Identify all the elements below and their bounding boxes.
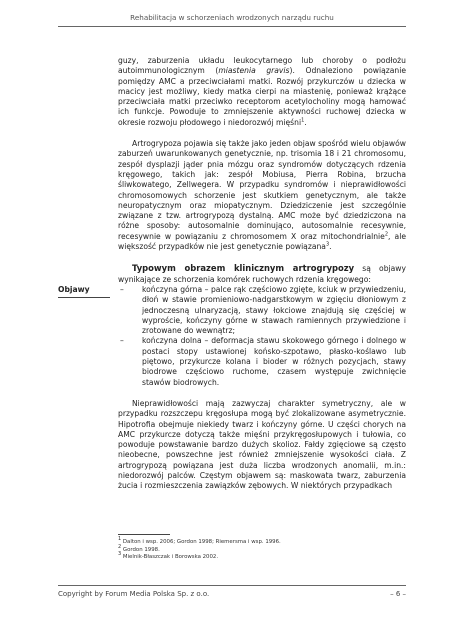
footnote-number: 3 [118,551,122,558]
list-item [118,285,406,336]
side-label-rule [58,297,110,298]
paragraph-2 [118,139,406,252]
symptoms-lead-rest: są objawy wynikające ze schorzenia komórek ruchowych rdzenia kręgowego: [118,264,406,284]
list-item-text: kończyna dolna – deformacja stawu skokowego górnego i dolnego w postaci stopy ustawionej końsko-szpotawo, płasko-koślawo lub piętowo, przykurcze kolana i bioder w różnych pozycjach, stawy biodrowe częściowo ruchome, czasem występuje zwichnięcie stawów biodrowych. [142,336,406,387]
footnote-ref-1[interactable]: 1 [301,117,305,124]
footnote [118,536,406,547]
list-item [118,336,406,387]
footnote-ref-2[interactable]: 2 [384,231,389,238]
footnote-text: Dalton i wsp. 2006; Gordon 1998; Riemersma i wsp. 1996. [122,539,281,545]
symptoms-lead-bold: Typowym obrazem klinicznym artrogrypozy [132,263,355,274]
dash-bullet: – [120,284,124,294]
footnote-rule [118,534,170,535]
main-column [118,56,406,492]
paragraph-1-text-a: guzy, zaburzenia układu leukocytarnego lub choroby o podłożu autoimmunologicznym ( [118,56,406,76]
paragraph-2-text-a: Artrogrypoza pojawia się także jako jeden objaw spośród wielu objawów zaburzeń uwarunkowanych genetycznie, np. trisomia 18 i 21 chromosomu, zespół dysplazji jąder pnia mózgu oraz syndromów dotyczących rdzenia kręgowego, takich jak: zespół Mobiusa, Pierra Robina, brzucha śliwkowatego, Zellwegera. W przypadku syndromów i nieprawidłowości chromosomowych schorzenie jest skutkiem genetycznym, ale także neuropatycznym oraz miopatycznym. Dziedziczenie jest szczególnie związane z tzw. artrogrypozą dystalną. AMC może być dziedziczona na różne sposoby: autosomalnie dominująco, autosomalnie recesywnie, recesywnie w powiązaniu z chromosomem X oraz mitochondrialnie [118,139,406,241]
paragraph-2-end: . [329,242,332,252]
footnote-text: Mielnik-Błaszczak i Borowska 2002. [122,554,219,561]
header-rule [58,26,406,27]
paragraph-3: Nieprawidłowości mają zazwyczaj charakter symetryczny, ale w przypadku rozszczepu kręgosłupa mogą być zlokalizowane asymetrycznie. Hipotrofia obejmuje niekiedy twarz i kończyny górne. U części chorych na AMC przykurcze dotyczą także mięśni przykręgosłupowych i tułowia, co powoduje powstawanie bardzo dużych skolioz. Fałdy zgięciowe są często nieobecne, powszechne jest również zmniejszenie wysokości ciała. Z artrogrypozą powiązana jest duża liczba wrodzonych anomalii, m.in.: niedorozwój palców. Częstym objawem są: maskowata twarz, zaburzenia żucia i rozmieszczenia zawiązków zębowych. W niektórych przypadkach [118,398,406,491]
footnote-number: 1 [118,536,122,543]
dash-bullet: – [120,336,124,346]
page-number: – 6 – [390,590,406,598]
paragraph-1-end: . [304,117,307,127]
footer-rule [58,585,406,586]
footnote [118,551,406,562]
footnote-number: 2 [118,543,122,550]
footnote-text: Gordon 1998. [122,546,160,553]
footnote-ref-3[interactable]: 3 [325,241,330,248]
paragraph-1-text-b: ). Odnaleziono powiązanie pomiędzy AMC a przeciwciałami matki. Rozwój przykurczów u dziecka w macicy jest możliwy, kiedy matka cierpi na miastenię, ponieważ krążące przeciwciała matki przeciwko receptorom acetylocholiny mogą hamować ich funkcje. Powoduje to zmniejszenie aktywności ruchowej dziecka w okresie rozwoju płodowego i niedorozwój mięśni [118,66,406,127]
running-header: Rehabilitacja w schorzeniach wrodzonych narządu ruchu [130,13,334,22]
paragraph-1-italic: miastenia gravis [218,66,290,76]
paragraph-1 [118,56,406,128]
symptoms-lead [118,263,406,285]
footnotes [118,536,406,562]
list-item-text: kończyna górna – palce rąk częściowo zgięte, kciuk w przywiedzeniu, dłoń w stawie promieniowo-nadgarstkowym w zgięciu dłoniowym z jednoczesną ulnaryzacją, stawy łokciowe znajdują się częściej w wyproście, kończyny górne w stawach ramiennych przywiedzione i zrotowane do wewnątrz; [142,284,406,336]
section-side-label: Objawy [58,285,90,294]
copyright-text: Copyright by Forum Media Polska Sp. z o.o. [58,590,210,598]
paragraph-2-text-b: , ale większość przypadków nie jest genetycznie powiązana [118,231,406,252]
